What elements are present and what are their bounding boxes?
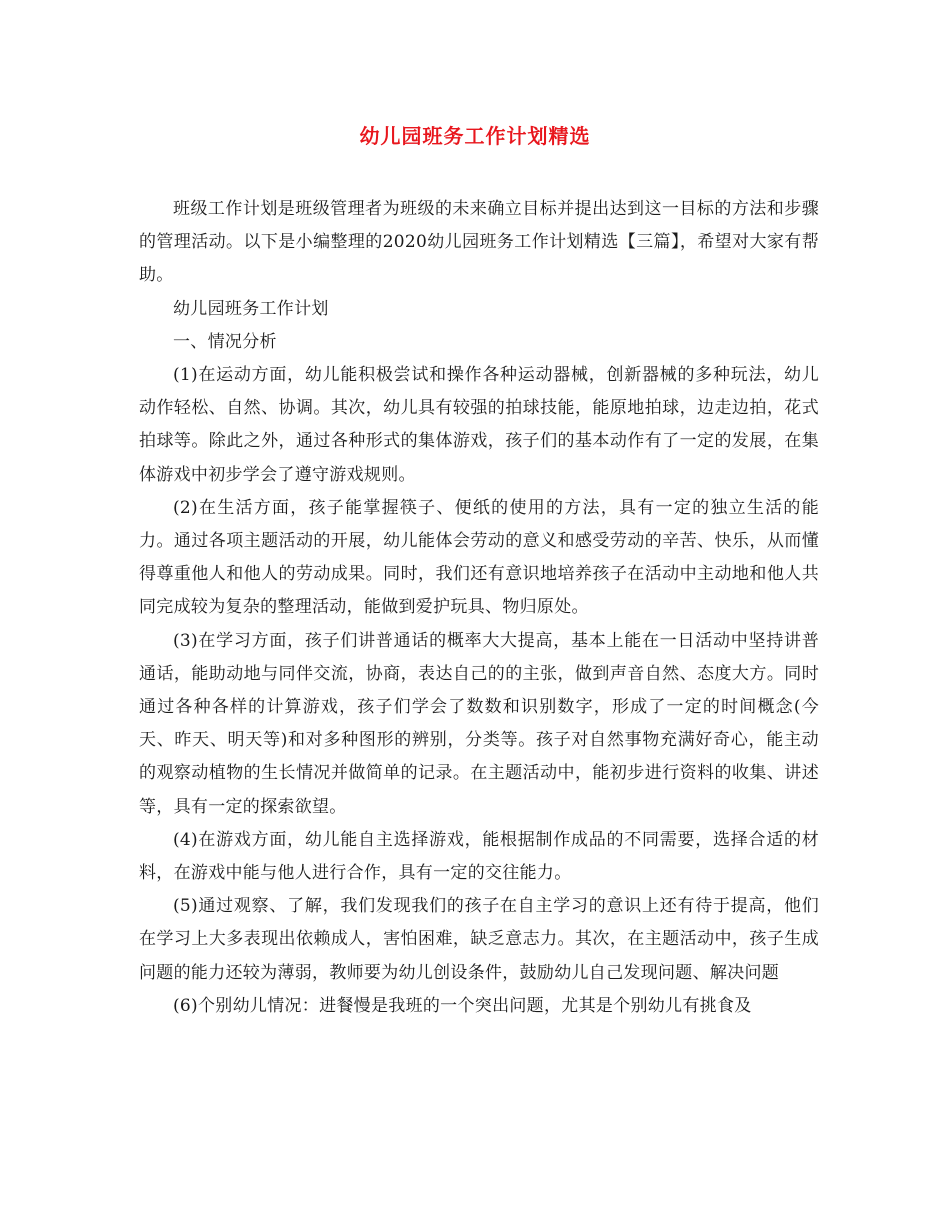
section-heading: 幼儿园班务工作计划 xyxy=(173,298,329,319)
paragraph-games: (4)在游戏方面，幼儿能自主选择游戏，能根据制作成品的不同需要，选择合适的材料，在游戏中能与他人进行合作，具有一定的交往能力。 xyxy=(139,829,819,884)
document-body xyxy=(139,193,819,1023)
paragraph-observation: (5)通过观察、了解，我们发现我们的孩子在自主学习的意识上还有待于提高，他们在学习上大多表现出依赖成人，害怕困难，缺乏意志力。其次，在主题活动中，孩子生成问题的能力还较为薄弱，教师要为幼儿创设条件，鼓励幼儿自己发现问题、解决问题 xyxy=(139,896,819,983)
paragraph-learning: (3)在学习方面，孩子们讲普通话的概率大大提高，基本上能在一日活动中坚持讲普通话，能助动地与同伴交流，协商，表达自己的的主张，做到声音自然、态度大方。同时通过各种各样的计算游戏，孩子们学会了数数和识别数字，形成了一定的时间概念(今天、昨天、明天等)和对多种图形的辨别，分类等。孩子对自然事物充满好奇心，能主动的观察动植物的生长情况并做简单的记录。在主题活动中，能初步进行资料的收集、讲述等，具有一定的探索欲望。 xyxy=(139,630,819,817)
paragraph-sports: (1)在运动方面，幼儿能积极尝试和操作各种运动器械，创新器械的多种玩法，幼儿动作轻松、自然、协调。其次，幼儿具有较强的拍球技能，能原地拍球，边走边拍，花式拍球等。除此之外，通过各种形式的集体游戏，孩子们的基本动作有了一定的发展，在集体游戏中初步学会了遵守游戏规则。 xyxy=(139,365,819,485)
subsection-heading: 一、情况分析 xyxy=(173,331,277,352)
paragraph-individual: (6)个别幼儿情况：进餐慢是我班的一个突出问题，尤其是个别幼儿有挑食及 xyxy=(173,995,752,1016)
paragraph-daily-life: (2)在生活方面，孩子能掌握筷子、便纸的使用的方法，具有一定的独立生活的能力。通过各项主题活动的开展，幼儿能体会劳动的意义和感受劳动的辛苦、快乐，从而懂得尊重他人和他人的劳动成果。同时，我们还有意识地培养孩子在活动中主动地和他人共同完成较为复杂的整理活动，能做到爱护玩具、物归原处。 xyxy=(139,497,819,618)
intro-paragraph: 班级工作计划是班级管理者为班级的未来确立目标并提出达到这一目标的方法和步骤的管理活动。以下是小编整理的2020幼儿园班务工作计划精选【三篇】，希望对大家有帮助。 xyxy=(139,199,819,286)
document-title: 幼儿园班务工作计划精选 xyxy=(359,124,591,148)
